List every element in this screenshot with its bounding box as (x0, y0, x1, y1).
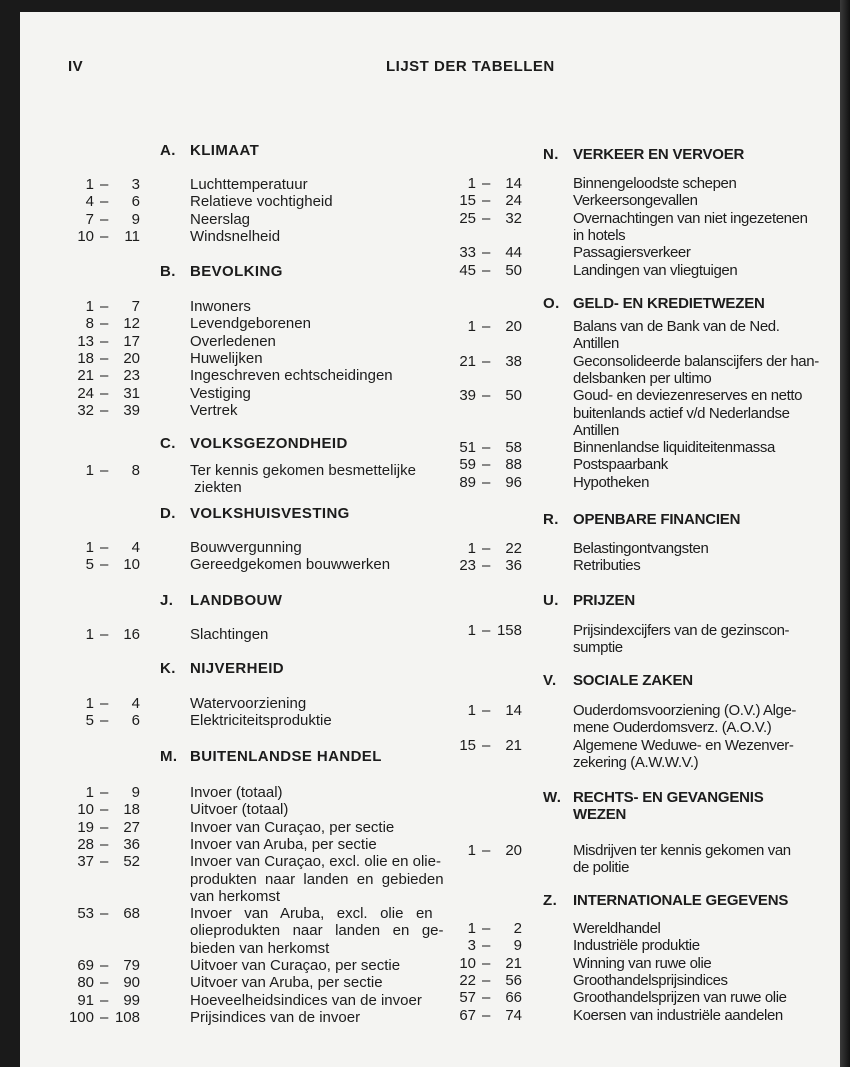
range-to: 74 (505, 1006, 522, 1024)
range-to: 18 (123, 801, 140, 819)
range-dash: – (100, 401, 109, 419)
range-to: 68 (123, 905, 140, 923)
table-description: mene Ouderdomsverz. (A.O.V.) (573, 719, 772, 737)
range-to: 12 (123, 315, 140, 333)
range-dash: – (100, 367, 109, 385)
range-from: 15 (459, 192, 476, 210)
range-dash: – (482, 920, 491, 937)
range-dash: – (100, 556, 109, 574)
table-description: Antillen (573, 421, 619, 439)
range-to: 56 (505, 971, 522, 989)
section-title: PRIJZEN (573, 592, 635, 609)
range-from: 1 (467, 920, 476, 937)
range-dash: – (100, 835, 109, 853)
section-letter: B. (160, 263, 176, 280)
table-description: Postspaarbank (573, 456, 668, 474)
table-description: Prijsindices van de invoer (190, 1008, 361, 1026)
range-from: 10 (77, 801, 94, 819)
range-from: 24 (77, 384, 94, 402)
range-dash: – (100, 991, 109, 1009)
range-from: 45 (459, 261, 476, 279)
table-description: Invoer van Aruba, per sectie (190, 835, 377, 853)
range-to: 21 (505, 954, 522, 972)
range-dash: – (100, 298, 109, 315)
range-dash: – (100, 1008, 109, 1026)
section-title: VOLKSGEZONDHEID (190, 435, 348, 452)
range-dash: – (482, 842, 491, 859)
section-letter: Z. (543, 892, 558, 909)
range-to: 20 (123, 349, 140, 367)
range-from: 25 (459, 209, 476, 227)
section-letter: D. (160, 505, 176, 522)
range-to: 14 (505, 175, 522, 192)
range-from: 18 (77, 349, 94, 367)
range-from: 7 (85, 210, 94, 228)
range-to: 36 (505, 557, 522, 575)
range-dash: – (100, 210, 109, 228)
range-dash: – (482, 540, 491, 557)
section-title: WEZEN (573, 806, 627, 824)
table-description: Invoer van Curaçao, excl. olie en olie- (190, 853, 441, 871)
range-from: 89 (459, 473, 476, 491)
range-from: 15 (459, 736, 476, 754)
table-description: Binnenlandse liquiditeitenmassa (573, 439, 775, 457)
range-from: 21 (459, 352, 476, 370)
range-to: 58 (505, 439, 522, 457)
table-description: Groothandelsprijsindices (573, 971, 728, 989)
table-description: Ouderdomsvoorziening (O.V.) Alge- (573, 702, 797, 719)
table-description: Binnengeloodste schepen (573, 175, 737, 192)
range-dash: – (100, 626, 109, 643)
table-description: de politie (573, 859, 630, 877)
range-from: 1 (85, 539, 94, 556)
range-from: 1 (467, 842, 476, 859)
range-to: 158 (496, 622, 522, 639)
page-title: LIJST DER TABELLEN (386, 58, 555, 75)
table-description: olieprodukten naar landen en ge- (190, 922, 444, 940)
range-from: 5 (85, 556, 94, 574)
range-dash: – (100, 784, 109, 801)
table-description: buitenlands actief v/d Nederlandse (573, 404, 790, 422)
range-from: 91 (77, 991, 94, 1009)
table-description: Koersen van industriële aandelen (573, 1006, 783, 1024)
table-description: delsbanken per ultimo (573, 369, 712, 387)
table-description: Groothandelsprijzen van ruwe olie (573, 989, 787, 1007)
table-description: produkten naar landen en gebieden (190, 870, 444, 888)
range-dash: – (482, 702, 491, 719)
range-to: 99 (123, 991, 140, 1009)
range-dash: – (482, 439, 491, 457)
range-dash: – (100, 818, 109, 836)
range-dash: – (100, 712, 109, 730)
range-dash: – (482, 954, 491, 972)
range-to: 66 (505, 989, 522, 1007)
document-page (20, 12, 850, 1067)
range-from: 5 (85, 712, 94, 730)
range-dash: – (482, 192, 491, 210)
range-dash: – (100, 332, 109, 350)
range-to: 22 (505, 540, 522, 557)
range-to: 2 (513, 920, 522, 937)
range-to: 21 (505, 736, 522, 754)
table-description: Passagiersverkeer (573, 244, 691, 262)
range-to: 44 (505, 244, 522, 262)
range-dash: – (100, 974, 109, 992)
table-description: Goud- en deviezenreserves en netto (573, 387, 803, 405)
table-description: Inwoners (190, 298, 251, 315)
range-dash: – (100, 462, 109, 479)
section-title: INTERNATIONALE GEGEVENS (573, 892, 789, 909)
table-description: Retributies (573, 557, 641, 575)
range-from: 33 (459, 244, 476, 262)
range-to: 4 (131, 695, 140, 712)
table-description: van herkomst (190, 887, 281, 905)
range-dash: – (100, 193, 109, 211)
range-to: 9 (131, 210, 140, 228)
range-to: 38 (505, 352, 522, 370)
range-from: 10 (77, 227, 94, 245)
table-description: Belastingontvangsten (573, 540, 709, 557)
section-letter: A. (160, 142, 176, 159)
range-to: 16 (123, 626, 140, 643)
section-title: GELD- EN KREDIETWEZEN (573, 295, 765, 312)
table-description: Winning van ruwe olie (573, 954, 712, 972)
range-from: 1 (85, 784, 94, 801)
range-from: 32 (77, 401, 94, 419)
range-from: 80 (77, 974, 94, 992)
table-description: Levendgeborenen (190, 315, 311, 333)
range-dash: – (482, 387, 491, 405)
table-description: Antillen (573, 335, 619, 353)
section-title: OPENBARE FINANCIEN (573, 511, 741, 528)
range-to: 8 (131, 462, 140, 479)
table-description: Invoer (totaal) (190, 784, 283, 801)
range-from: 13 (77, 332, 94, 350)
table-description: Watervoorziening (190, 695, 307, 712)
range-from: 1 (85, 462, 94, 479)
range-to: 50 (505, 261, 522, 279)
section-title: RECHTS- EN GEVANGENIS (573, 789, 764, 806)
table-description: Ingeschreven echtscheidingen (190, 367, 393, 385)
range-dash: – (100, 801, 109, 819)
table-description: in hotels (573, 226, 626, 244)
table-description: Ter kennis gekomen besmettelijke (190, 462, 416, 479)
range-dash: – (482, 244, 491, 262)
range-to: 20 (505, 842, 522, 859)
table-description: Balans van de Bank van de Ned. (573, 318, 780, 335)
table-description: Verkeersongevallen (573, 192, 698, 210)
range-to: 9 (131, 784, 140, 801)
range-dash: – (482, 1006, 491, 1024)
range-dash: – (482, 736, 491, 754)
range-dash: – (100, 695, 109, 712)
range-dash: – (482, 937, 491, 955)
range-from: 23 (459, 557, 476, 575)
range-from: 59 (459, 456, 476, 474)
page-number: IV (68, 58, 84, 75)
table-description: Uitvoer van Curaçao, per sectie (190, 957, 401, 974)
table-description: Landingen van vliegtuigen (573, 261, 738, 279)
range-from: 1 (85, 176, 94, 193)
table-description: Vertrek (190, 401, 238, 419)
section-letter: M. (160, 748, 178, 765)
range-from: 1 (85, 626, 94, 643)
range-to: 4 (131, 539, 140, 556)
table-description: Bouwvergunning (190, 539, 302, 556)
table-description: Algemene Weduwe- en Wezenver- (573, 736, 794, 754)
table-description: Invoer van Aruba, excl. olie en (190, 905, 433, 923)
table-description: Geconsolideerde balanscijfers der han- (573, 352, 819, 370)
section-title: VERKEER EN VERVOER (573, 146, 745, 163)
range-to: 108 (114, 1008, 140, 1026)
section-title: VOLKSHUISVESTING (190, 505, 350, 522)
table-description: Hoeveelheidsindices van de invoer (190, 991, 422, 1009)
range-dash: – (100, 905, 109, 923)
table-description: Vestiging (190, 384, 251, 402)
range-from: 3 (467, 937, 476, 955)
range-to: 6 (131, 193, 140, 211)
scan-binding-edge (840, 0, 850, 1067)
range-to: 11 (124, 227, 140, 245)
table-description: Uitvoer (totaal) (190, 801, 289, 819)
range-to: 90 (123, 974, 140, 992)
range-dash: – (100, 539, 109, 556)
table-description: Hypotheken (573, 473, 650, 491)
range-from: 1 (85, 298, 94, 315)
section-letter: N. (543, 146, 559, 163)
range-from: 21 (77, 367, 94, 385)
range-dash: – (100, 315, 109, 333)
range-to: 52 (123, 853, 140, 871)
range-from: 37 (77, 853, 94, 871)
table-description: Huwelijken (190, 349, 263, 367)
range-from: 67 (459, 1006, 476, 1024)
section-letter: U. (543, 592, 559, 609)
range-from: 53 (77, 905, 94, 923)
section-letter: V. (543, 672, 557, 689)
section-title: BEVOLKING (190, 263, 283, 280)
range-dash: – (482, 175, 491, 192)
range-from: 1 (85, 695, 94, 712)
table-description: Windsnelheid (190, 227, 281, 245)
section-title: KLIMAAT (190, 142, 260, 159)
table-description: Misdrijven ter kennis gekomen van (573, 842, 791, 859)
range-dash: – (482, 622, 491, 639)
range-to: 32 (505, 209, 522, 227)
range-to: 96 (505, 473, 522, 491)
table-description: Neerslag (190, 210, 251, 228)
table-description: Prijsindexcijfers van de gezinscon- (573, 622, 790, 639)
range-from: 1 (467, 702, 476, 719)
range-from: 57 (459, 989, 476, 1007)
section-title: SOCIALE ZAKEN (573, 672, 693, 689)
range-from: 4 (85, 193, 94, 211)
table-description: Uitvoer van Aruba, per sectie (190, 974, 383, 992)
range-from: 10 (459, 954, 476, 972)
section-letter: C. (160, 435, 176, 452)
range-dash: – (482, 989, 491, 1007)
range-dash: – (100, 853, 109, 871)
range-to: 6 (131, 712, 140, 730)
table-description: zekering (A.W.W.V.) (573, 753, 699, 771)
range-to: 31 (123, 384, 140, 402)
section-title: NIJVERHEID (190, 660, 285, 677)
range-to: 39 (123, 401, 140, 419)
range-to: 88 (505, 456, 522, 474)
range-from: 100 (68, 1008, 94, 1026)
section-letter: O. (543, 295, 560, 312)
table-description: Slachtingen (190, 626, 269, 643)
range-dash: – (482, 473, 491, 491)
range-dash: – (482, 352, 491, 370)
range-dash: – (100, 176, 109, 193)
range-dash: – (100, 227, 109, 245)
range-dash: – (482, 557, 491, 575)
range-dash: – (100, 349, 109, 367)
section-title: BUITENLANDSE HANDEL (190, 748, 382, 765)
table-description: Gereedgekomen bouwwerken (190, 556, 391, 574)
range-to: 36 (123, 835, 140, 853)
range-from: 1 (467, 318, 476, 335)
range-dash: – (482, 456, 491, 474)
table-description: Overledenen (190, 332, 276, 350)
range-from: 69 (77, 957, 94, 974)
range-to: 27 (123, 818, 140, 836)
range-to: 23 (123, 367, 140, 385)
section-letter: R. (543, 511, 559, 528)
table-description: ziekten (190, 479, 242, 497)
section-letter: J. (160, 592, 174, 609)
range-from: 51 (459, 439, 476, 457)
table-description: Luchttemperatuur (190, 176, 308, 193)
table-description: Industriële produktie (573, 937, 700, 955)
table-description: Relatieve vochtigheid (190, 193, 333, 211)
range-from: 1 (467, 540, 476, 557)
section-letter: K. (160, 660, 176, 677)
range-dash: – (100, 957, 109, 974)
range-to: 10 (123, 556, 140, 574)
range-dash: – (482, 209, 491, 227)
range-to: 14 (505, 702, 522, 719)
range-to: 50 (505, 387, 522, 405)
range-to: 3 (131, 176, 140, 193)
range-from: 19 (77, 818, 94, 836)
range-dash: – (100, 384, 109, 402)
table-description: Invoer van Curaçao, per sectie (190, 818, 395, 836)
range-to: 17 (123, 332, 140, 350)
range-from: 22 (459, 971, 476, 989)
table-description: Elektriciteitsproduktie (190, 712, 332, 730)
range-dash: – (482, 261, 491, 279)
section-title: LANDBOUW (190, 592, 283, 609)
range-dash: – (482, 971, 491, 989)
range-from: 39 (459, 387, 476, 405)
range-from: 1 (467, 622, 476, 639)
range-dash: – (482, 318, 491, 335)
section-letter: W. (543, 789, 562, 806)
range-to: 9 (513, 937, 522, 955)
range-to: 20 (505, 318, 522, 335)
range-to: 24 (505, 192, 522, 210)
range-to: 7 (131, 298, 140, 315)
table-description: sumptie (573, 639, 623, 657)
range-to: 79 (123, 957, 140, 974)
table-description: Wereldhandel (573, 920, 661, 937)
table-description: bieden van herkomst (190, 939, 330, 957)
table-description: Overnachtingen van niet ingezetenen (573, 209, 808, 227)
range-from: 8 (85, 315, 94, 333)
range-from: 1 (467, 175, 476, 192)
range-from: 28 (77, 835, 94, 853)
